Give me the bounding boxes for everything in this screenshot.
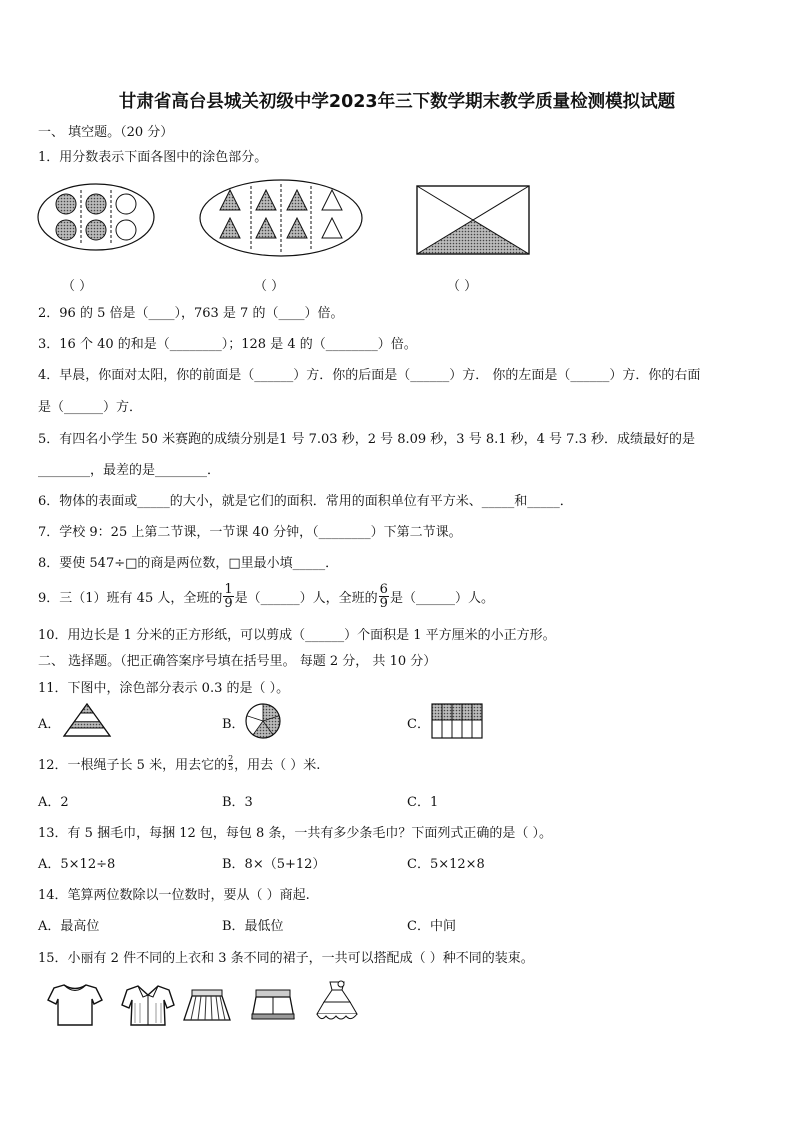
grid-bar-figure bbox=[431, 703, 483, 739]
fraction-six-ninths: $\frac{6}{9}$ bbox=[379, 582, 388, 611]
answer-blank-1[interactable]: （ ） bbox=[62, 279, 93, 294]
option-12-a[interactable]: A．2 bbox=[38, 795, 69, 810]
option-13-a[interactable]: A．5×12÷8 bbox=[38, 857, 116, 872]
question-4-line2: 是（______）方． bbox=[38, 400, 143, 415]
question-5-line2: ________，最差的是________． bbox=[38, 463, 221, 478]
option-13-c[interactable]: C．5×12×8 bbox=[407, 857, 485, 872]
question-12: 12．一根绳子长 5 米，用去它的 $\frac{2}{5}$ ，用去（ ）米. bbox=[38, 754, 321, 773]
option-14-a[interactable]: A．最高位 bbox=[38, 919, 100, 934]
figure-circles-oval bbox=[36, 182, 156, 252]
answer-blank-2[interactable]: （ ） bbox=[254, 279, 285, 294]
question-7: 7．学校 9：25 上第二节课，一节课 40 分钟，（________）下第二节课。 bbox=[38, 525, 462, 540]
fraction-two-fifths: $\frac{2}{5}$ bbox=[228, 754, 234, 772]
question-1: 1．用分数表示下面各图中的涂色部分。 bbox=[38, 150, 268, 165]
option-14-c[interactable]: C．中间 bbox=[407, 919, 456, 934]
question-14: 14．笔算两位数除以一位数时，要从（ ）商起. bbox=[38, 888, 310, 903]
section-fill-blank-heading: 一、 填空题。（20 分） bbox=[38, 125, 174, 140]
skirt-3-icon bbox=[312, 978, 362, 1026]
option-13-b[interactable]: B．8×（5+12） bbox=[222, 857, 326, 872]
question-9: 9．三（1）班有 45 人，全班的 $\frac{1}{9}$ 是（______）人，全班的 $\frac{6}{9}$ 是（______）人。 bbox=[38, 582, 494, 611]
option-12-c[interactable]: C．1 bbox=[407, 795, 439, 810]
question-15: 15．小丽有 2 件不同的上衣和 3 条不同的裙子，一共可以搭配成（ ）种不同的装束。 bbox=[38, 951, 534, 966]
option-12-b[interactable]: B．3 bbox=[222, 795, 253, 810]
question-10: 10．用边长是 1 分米的正方形纸，可以剪成（______）个面积是 1 平方厘米的小正方形。 bbox=[38, 628, 556, 643]
answer-blank-3[interactable]: （ ） bbox=[447, 279, 478, 294]
question-2: 2．96 的 5 倍是（____），763 是 7 的（____）倍。 bbox=[38, 306, 344, 321]
skirt-2-icon bbox=[248, 988, 298, 1024]
shirt-1-icon bbox=[46, 982, 104, 1028]
triangle-stripes-figure bbox=[62, 702, 112, 738]
option-11-c-label[interactable]: C． bbox=[407, 717, 430, 732]
question-8: 8．要使 547÷□的商是两位数，□里最小填_____． bbox=[38, 556, 339, 571]
question-3: 3．16 个 40 的和是（________）；128 是 4 的（________）倍。 bbox=[38, 337, 417, 352]
option-11-a-label[interactable]: A． bbox=[38, 717, 61, 732]
option-14-b[interactable]: B．最低位 bbox=[222, 919, 284, 934]
question-5-line1: 5．有四名小学生 50 米赛跑的成绩分别是1 号 7.03 秒，2 号 8.09 秒，3 号 8.1 秒，4 号 7.3 秒．成绩最好的是 bbox=[38, 432, 695, 447]
skirt-1-icon bbox=[182, 988, 232, 1024]
question-13: 13．有 5 捆毛巾，每捆 12 包，每包 8 条，一共有多少条毛巾？下面列式正确的是（ ）。 bbox=[38, 826, 553, 841]
figure-triangles-oval bbox=[198, 178, 364, 258]
question-4-line1: 4．早晨，你面对太阳，你的前面是（______）方．你的后面是（______）方． 你的左面是（______）方．你的右面 bbox=[38, 368, 701, 383]
question-6: 6．物体的表面或_____的大小，就是它们的面积．常用的面积单位有平方米、_____和_____． bbox=[38, 494, 573, 509]
circle-sectors-figure bbox=[244, 702, 282, 740]
shirt-2-icon bbox=[120, 983, 176, 1028]
question-11: 11．下图中，涂色部分表示 0.3 的是（ ）。 bbox=[38, 681, 290, 696]
page-title: 甘肃省高台县城关初级中学2023年三下数学期末教学质量检测模拟试题 bbox=[118, 92, 676, 112]
section-choice-heading: 二、 选择题。（把正确答案序号填在括号里。 每题 2 分， 共 10 分） bbox=[38, 654, 437, 669]
option-11-b-label[interactable]: B． bbox=[222, 717, 245, 732]
fraction-one-ninth: $\frac{1}{9}$ bbox=[224, 582, 233, 611]
figure-rectangle-diagonals bbox=[416, 185, 530, 255]
